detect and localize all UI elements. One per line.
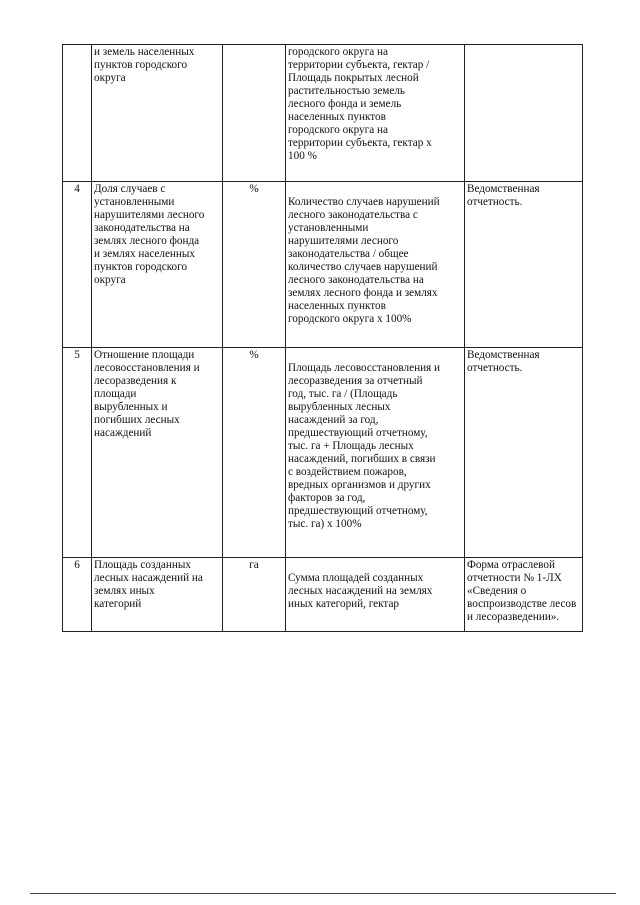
data-source: Ведомственная отчетность. [465,182,583,348]
unit-of-measure: % [223,182,286,348]
data-source: Форма отраслевой отчетности № 1-ЛХ «Сведения о воспроизводстве лесов и лесоразведении». [465,558,583,632]
row-number: 5 [63,348,92,558]
row-number: 6 [63,558,92,632]
formula-text: Количество случаев нарушений лесного законодательства с установленными нарушителями лесного законодательства / общее количество случаев нарушений лесного законодательства на землях лесного фонда и землях населенных пунктов городского округа х 100% [288,196,440,325]
indicator-name: Отношение площади лесовосстановления и лесоразведения к площади вырубленных и погибших лесных насаждений [92,348,223,558]
formula-text: Площадь лесовосстановления и лесоразведения за отчетный год, тыс. га / (Площадь вырубленных лесных насаждений за год, предшествующий отчетному, тыс. га + Площадь лесных насаждений, погибших в связи с воздействием пожаров, вредных организмов и других факторов за год, предшествующий отчетному, тыс. га) х 100% [288,362,440,530]
table-row [63,348,583,558]
calculation-formula [286,558,465,632]
unit-of-measure: га [223,558,286,632]
unit-of-measure: % [223,348,286,558]
data-source: Ведомственная отчетность. [465,348,583,558]
calculation-formula [286,182,465,348]
indicator-name: Доля случаев с установленными нарушителями лесного законодательства на землях лесного фонда и землях населенных пунктов городского округа [92,182,223,348]
table-row [63,182,583,348]
indicators-table [62,44,583,632]
calculation-formula: городского округа на территории субъекта, гектар / Площадь покрытых лесной растительностью земель лесного фонда и земель населенных пунктов городского округа на территории субъекта, гектар х 100 % [286,45,465,182]
unit-of-measure [223,45,286,182]
row-number [63,45,92,182]
table-row [63,45,583,182]
formula-text: Сумма площадей созданных лесных насаждений на землях иных категорий, гектар [288,572,433,610]
calculation-formula [286,348,465,558]
data-source [465,45,583,182]
indicator-name: Площадь созданных лесных насаждений на землях иных категорий [92,558,223,632]
row-number: 4 [63,182,92,348]
indicator-name: и земель населенных пунктов городского округа [92,45,223,182]
table-row [63,558,583,632]
footer-divider [30,893,616,894]
